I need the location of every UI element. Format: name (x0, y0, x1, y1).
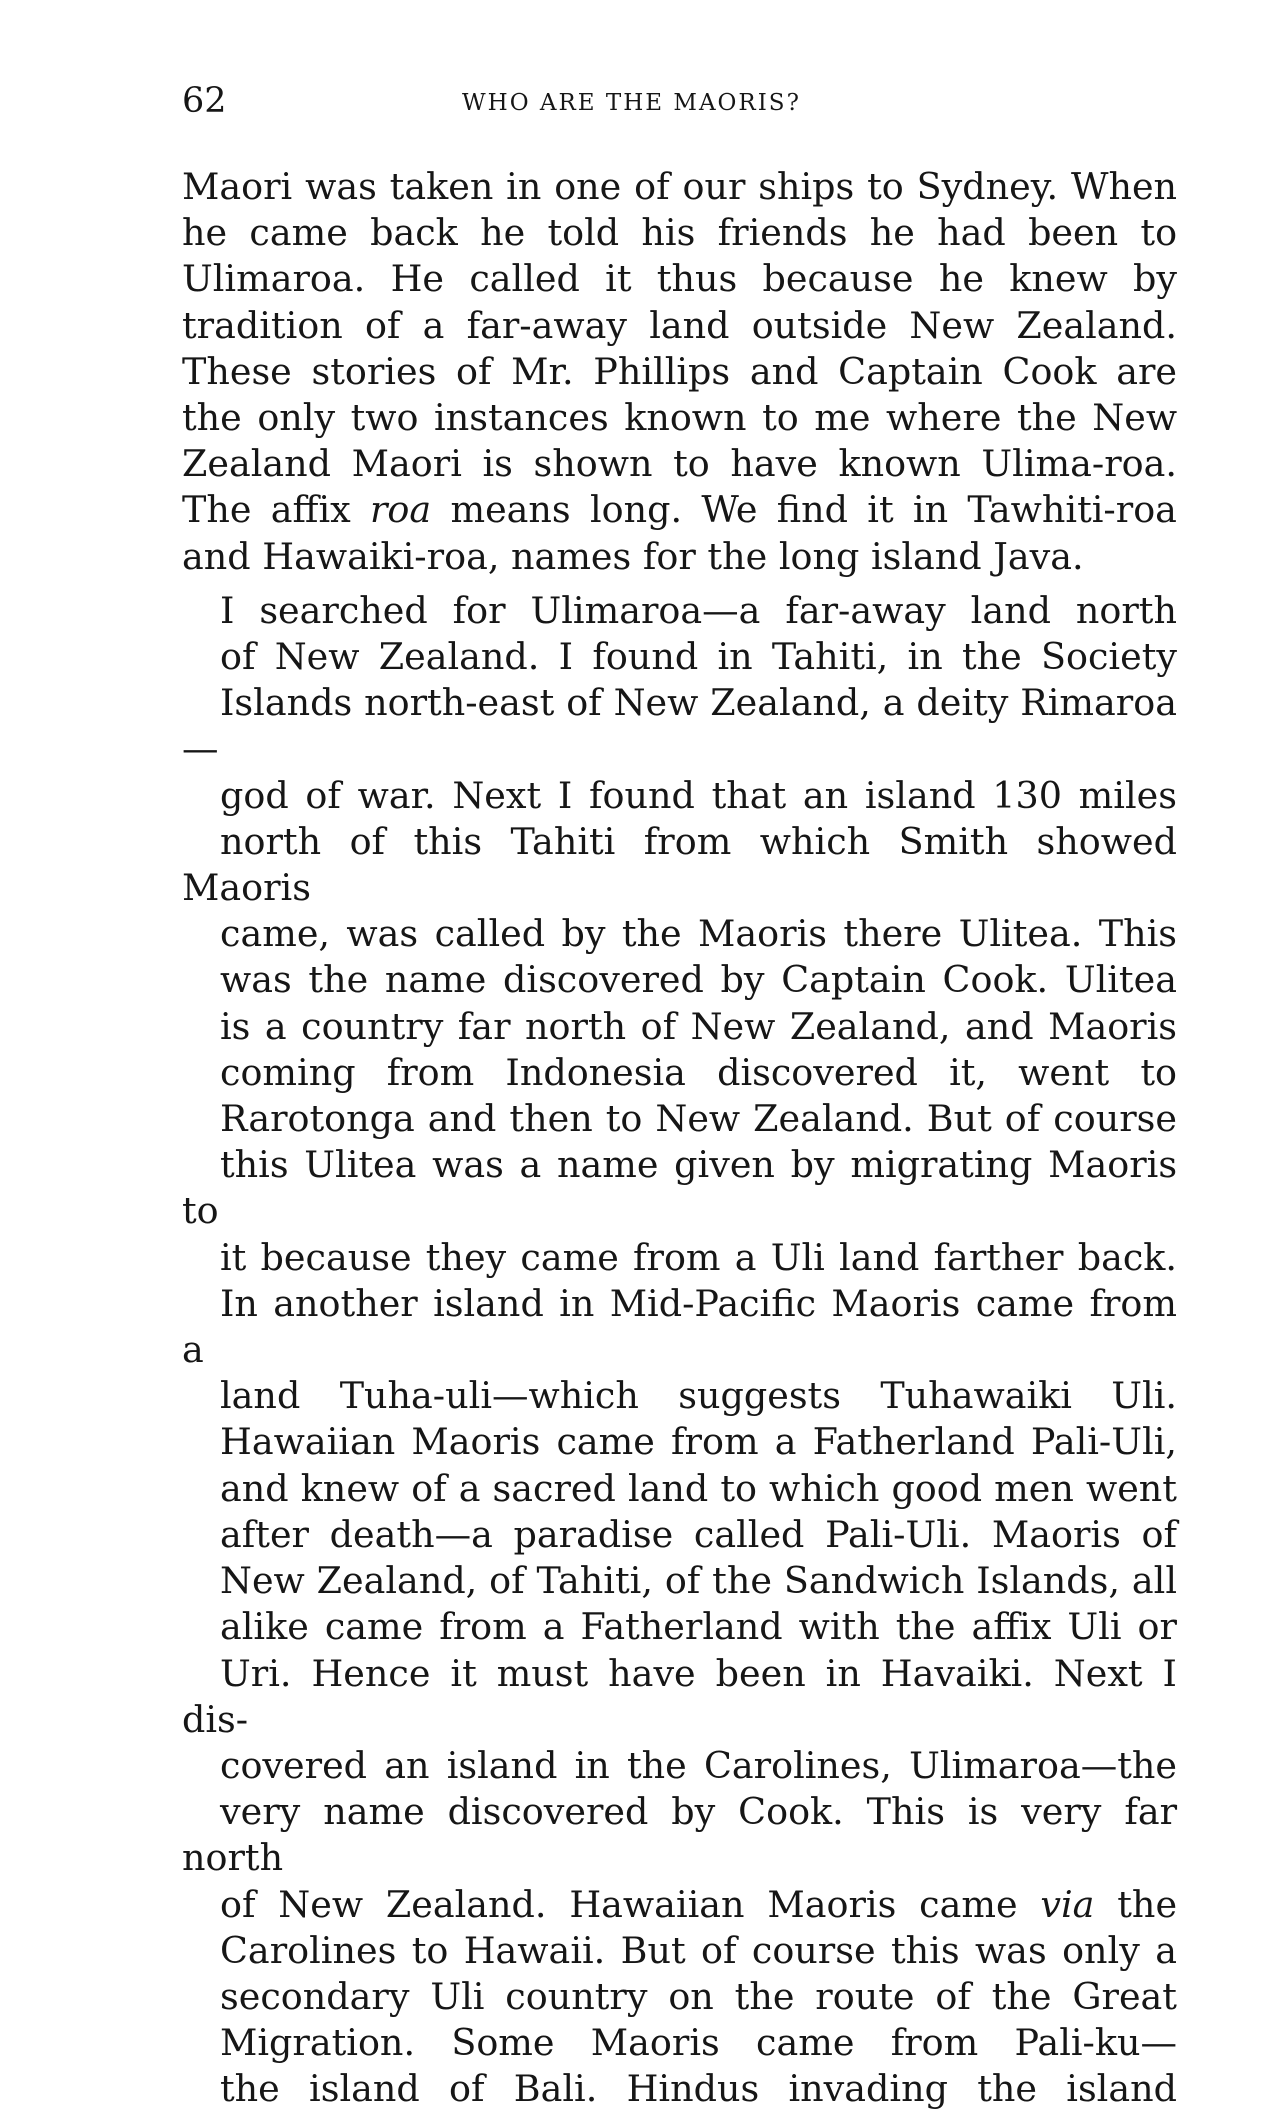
text-line: Migration. Some Maoris came from Pali-ku— (220, 2021, 1178, 2065)
text-line: he came back he told his friends he had been to (182, 211, 1178, 255)
body-text (182, 164, 1177, 2113)
text-line: Carolines to Hawaii. But of course this was only a (220, 1928, 1177, 1972)
text-line: of New Zealand. I found in Tahiti, in the Society (220, 635, 1177, 679)
italic-word: roa (369, 488, 432, 532)
running-title: WHO ARE THE MAORIS? (462, 90, 801, 116)
text-line: of New Zealand. Hawaiian Maoris came via the (220, 1882, 1178, 1926)
text-line: New Zealand, of Tahiti, of the Sandwich Islands, all (220, 1559, 1177, 1603)
text-line: alike came from a Fatherland with the affix Uli or (220, 1605, 1177, 1649)
text-line: Islands north-east of New Zealand, a deity Rimaroa— (182, 681, 1177, 771)
text-line: came, was called by the Maoris there Ulitea. This (220, 912, 1178, 956)
text-line: the island of Bali. Hindus invading the island (220, 2067, 1177, 2111)
text-line: Uri. Hence it must have been in Havaiki. Next I dis- (182, 1651, 1177, 1741)
text-line: after death—a paradise called Pali-Uli. Maoris of (220, 1512, 1177, 1556)
text-line: god of war. Next I found that an island 130 miles (220, 773, 1177, 817)
page-number: 62 (182, 81, 227, 121)
text-line: Ulimaroa. He called it thus because he knew by (182, 257, 1177, 301)
text-line: Rarotonga and then to New Zealand. But of course (220, 1097, 1177, 1141)
text-line: Maori was taken in one of our ships to Sydney. When (182, 165, 1178, 208)
text-line: was the name discovered by Captain Cook. Ulitea (220, 958, 1177, 1002)
paragraph-1 (182, 164, 1177, 580)
text-line: In another island in Mid-Pacific Maoris came from a (182, 1281, 1177, 1372)
text-line: the only two instances known to me where the New (182, 396, 1178, 440)
text-line: tradition of a far-away land outside New Zealand. (182, 303, 1178, 347)
text-line: These stories of Mr. Phillips and Captain Cook are (182, 349, 1178, 393)
text-line: is a country far north of New Zealand, and Maoris (220, 1004, 1178, 1048)
paragraph-2 (182, 588, 1177, 2113)
text-line: The affix roa means long. We find it in Tawhiti-roa (182, 488, 1177, 532)
italic-word: via (1040, 1882, 1095, 1926)
text-line: Hawaiian Maoris came from a Fatherland Pali-Uli, (220, 1420, 1177, 1464)
text-line: I searched for Ulimaroa—a far-away land north (220, 588, 1177, 632)
text-line: covered an island in the Carolines, Ulimaroa—the (220, 1743, 1178, 1787)
text-line: land Tuha-uli—which suggests Tuhawaiki Uli. (220, 1374, 1178, 1418)
text-line: secondary Uli country on the route of the Great (220, 1974, 1177, 2018)
text-line: this Ulitea was a name given by migrating Maoris to (182, 1143, 1178, 1233)
text-line: and knew of a sacred land to which good men went (220, 1466, 1177, 1510)
text-line: north of this Tahiti from which Smith showed Maoris (182, 819, 1177, 910)
text-line: coming from Indonesia discovered it, went to (220, 1050, 1177, 1094)
text-line: very name discovered by Cook. This is very far north (182, 1790, 1178, 1880)
text-line: Zealand Maori is shown to have known Ulima-roa. (182, 442, 1178, 486)
running-head (182, 74, 1177, 136)
text-line: it because they came from a Uli land farther back. (220, 1235, 1177, 1279)
text-line: and Hawaiki-roa, names for the long island Java. (182, 534, 1084, 578)
